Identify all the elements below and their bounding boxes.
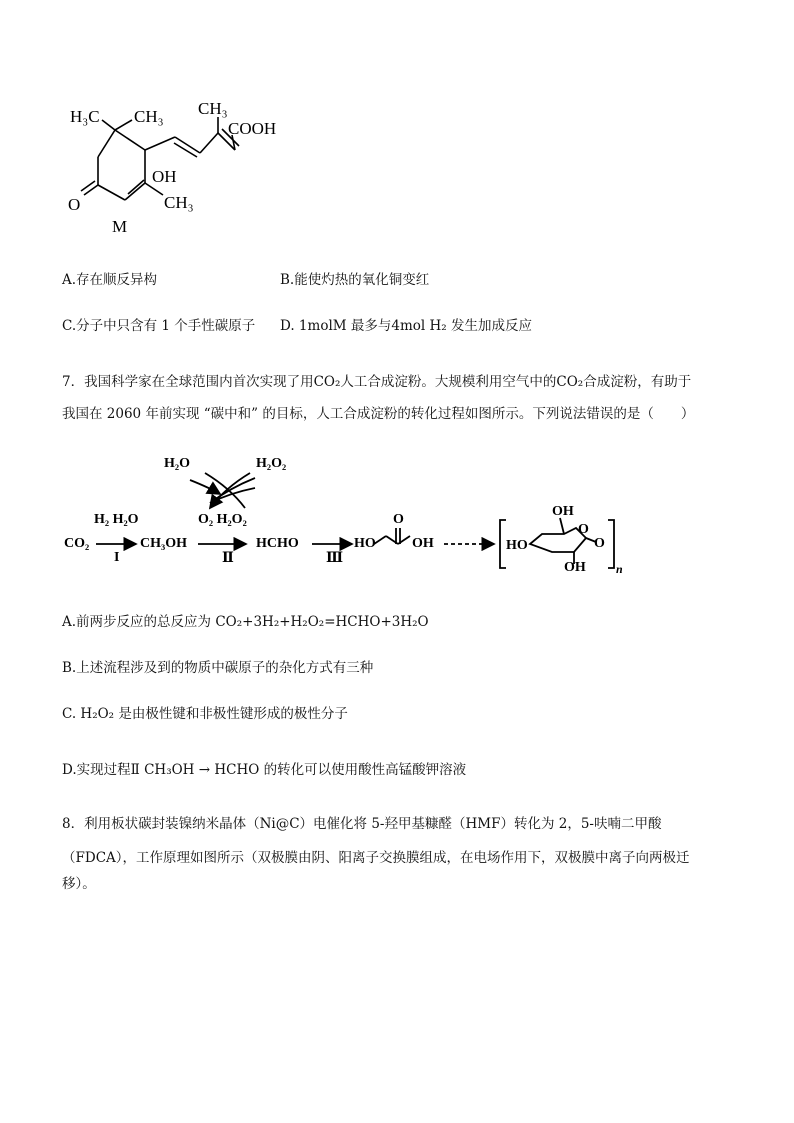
oh-label: OH [152, 167, 177, 186]
starch-oh-bottom: OH [564, 560, 586, 575]
starch-tail-o: O [594, 536, 605, 551]
q7-option-c: C. H₂O₂ 是由极性键和非极性键形成的极性分子 [62, 706, 348, 722]
starch-oh-top: OH [552, 504, 574, 519]
scheme-top-h2o2: H₂O₂ [256, 456, 287, 471]
ch3-top-label: CH₃ [134, 107, 164, 126]
q7-stem-line2: 我国在 2060 年前实现 “碳中和” 的目标，人工合成淀粉的转化过程如图所示。下列说法错误的是（ ） [62, 406, 695, 422]
q7-option-a: A.前两步反应的总反应为 CO₂+3H₂+H₂O₂=HCHO+3H₂O [62, 614, 429, 630]
step1-label: I [114, 550, 120, 565]
q6-option-a: A.存在顺反异构 [62, 272, 158, 288]
scheme-hcho: HCHO [256, 536, 299, 551]
q7-stem-line1: 7．我国科学家在全球范围内首次实现了用CO₂人工合成淀粉。大规模利用空气中的CO₂合成淀粉，有助于 [62, 374, 692, 390]
step1-reagents: H₂ H₂O [94, 512, 139, 527]
q7-option-d: D.实现过程Ⅱ CH₃OH → HCHO 的转化可以使用酸性高锰酸钾溶液 [62, 762, 467, 778]
ch3-side-label: CH₃ [198, 99, 228, 118]
scheme-ch3oh: CH₃OH [140, 536, 187, 551]
carbonyl-o-label: O [68, 195, 81, 214]
q8-stem-line3: 移）。 [62, 876, 96, 892]
q8-stem-line1: 8．利用板状碳封装镍纳米晶体（Ni@C）电催化将 5-羟甲基糠醛（HMF）转化为 2，5-呋喃二甲酸 [62, 816, 662, 832]
starch-synthesis-scheme [60, 448, 630, 578]
dha-carbonyl-o: O [393, 512, 404, 527]
q6-option-b: B.能使灼热的氧化铜变红 [280, 272, 430, 288]
starch-ring-o: O [578, 522, 589, 537]
q8-stem-line2: （FDCA），工作原理如图所示（双极膜由阴、阳离子交换膜组成，在电场作用下，双极膜中离子向两极迁 [62, 850, 690, 866]
q7-option-b: B.上述流程涉及到的物质中碳原子的杂化方式有三种 [62, 660, 374, 676]
dha-ho: HO [354, 536, 376, 551]
q6-option-d: D. 1molM 最多与4mol H₂ 发生加成反应 [280, 318, 532, 334]
cooh-label: COOH [228, 119, 277, 138]
structure-m [60, 95, 320, 245]
step2-reagents: O₂ H₂O₂ [198, 512, 247, 527]
compound-label-m: M [112, 217, 128, 236]
q6-option-c: C.分子中只含有 1 个手性碳原子 [62, 318, 256, 334]
step2-label: Ⅱ [222, 551, 234, 566]
scheme-top-h2o: H₂O [164, 456, 190, 471]
dha-oh: OH [412, 536, 434, 551]
ch3-bottom-label: CH₃ [164, 193, 194, 212]
step3-label: Ⅲ [326, 551, 344, 566]
scheme-co2: CO₂ [64, 536, 90, 551]
scheme-arrows [60, 448, 630, 578]
starch-ho: HO [506, 538, 528, 553]
polymer-n: n [616, 562, 623, 576]
h3c-label: H₃C [70, 107, 100, 126]
